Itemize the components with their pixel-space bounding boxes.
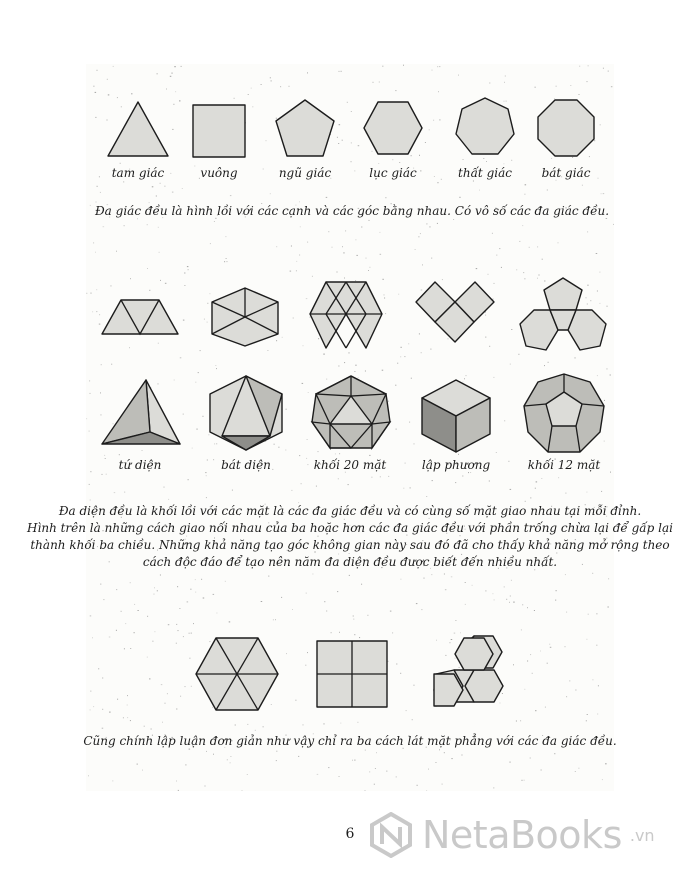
label-hexagon: lục giác bbox=[369, 166, 417, 180]
label-triangle: tam giác bbox=[111, 166, 165, 180]
square-figure bbox=[192, 104, 246, 158]
label-tetrahedron: tứ diện bbox=[118, 458, 162, 472]
icosahedron-net bbox=[308, 280, 384, 350]
pentagon-figure bbox=[274, 98, 336, 158]
watermark bbox=[368, 812, 655, 858]
netabooks-logo-icon bbox=[368, 812, 414, 858]
heptagon-figure bbox=[454, 96, 516, 158]
caption-polyhedra-line-4: cách độc đáo để tạo nên năm đa diện đều được biết đến nhiều nhất. bbox=[142, 555, 558, 569]
cube-solid bbox=[418, 378, 494, 454]
tetrahedron-solid bbox=[100, 378, 182, 448]
tetrahedron-net bbox=[100, 298, 180, 336]
label-square: vuông bbox=[200, 166, 238, 180]
label-octahedron: bát diện bbox=[221, 458, 271, 472]
square-tiling bbox=[316, 640, 388, 708]
octahedron-net bbox=[210, 286, 280, 348]
label-dodecahedron: khối 12 mặt bbox=[527, 458, 601, 472]
caption-tilings: Cũng chính lập luận đơn giản như vậy chỉ ra ba cách lát mặt phẳng với các đa giác đều. bbox=[83, 734, 617, 748]
caption-polygons: Đa giác đều là hình lồi với các cạnh và các góc bằng nhau. Có vô số các đa giác đều. bbox=[94, 204, 610, 218]
label-heptagon: thất giác bbox=[458, 166, 512, 180]
dodecahedron-solid bbox=[522, 372, 606, 456]
hexagon-tiling bbox=[432, 634, 516, 714]
icosahedron-solid bbox=[310, 374, 392, 454]
caption-polyhedra-line-3: thành khối ba chiều. Những khả năng tạo góc không gian này sau đó đã cho thấy khả năng mở rộng theo bbox=[30, 538, 670, 552]
hexagon-figure bbox=[362, 100, 424, 156]
octagon-figure bbox=[536, 98, 596, 158]
cube-net bbox=[414, 280, 496, 344]
triangle-tiling bbox=[194, 636, 280, 712]
label-pentagon: ngũ giác bbox=[278, 166, 332, 180]
watermark-brand: NetaBooks bbox=[422, 813, 622, 857]
label-icosahedron: khối 20 mặt bbox=[313, 458, 387, 472]
caption-polyhedra-line-1: Đa diện đều là khối lồi với các mặt là các đa giác đều và có cùng số mặt giao nhau tại mỗi đỉnh. bbox=[58, 504, 642, 518]
octahedron-solid bbox=[206, 374, 286, 452]
watermark-suffix: .vn bbox=[629, 825, 655, 845]
label-cube: lập phương bbox=[421, 458, 491, 472]
label-octagon: bát giác bbox=[541, 166, 591, 180]
triangle-figure bbox=[106, 100, 170, 158]
dodecahedron-net bbox=[518, 276, 608, 354]
caption-polyhedra-line-2: Hình trên là những cách giao nối nhau của ba hoặc hơn các đa giác đều với phần trống chừa lại để gấp lại bbox=[27, 521, 673, 535]
page-number: 6 bbox=[345, 826, 355, 842]
